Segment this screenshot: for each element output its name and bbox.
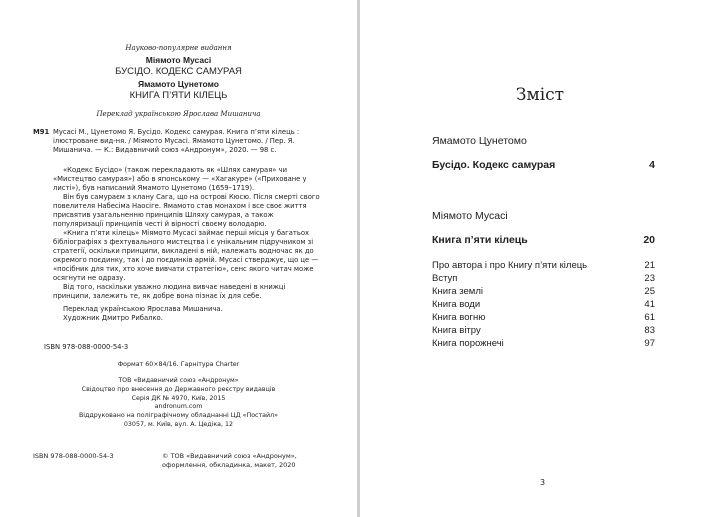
toc-entry-title: Книга землі <box>432 286 483 297</box>
toc-entry-title: Книга п’яти кілець <box>432 234 528 246</box>
toc-entry-title: Книга води <box>432 299 481 310</box>
toc-entry-page: 4 <box>649 159 655 171</box>
toc-page <box>360 0 720 517</box>
toc-entry-title: Бусідо. Кодекс самурая <box>432 159 556 171</box>
toc-entry-page: 97 <box>644 338 655 349</box>
toc-entry-title: Вступ <box>432 273 458 284</box>
toc-entry-page: 21 <box>644 260 655 271</box>
toc-author-2: Міямото Мусасі <box>432 210 508 222</box>
author-name-1: Міямото Мусасі <box>145 55 212 65</box>
publisher-certificate: Свідоцтво про внесення до Державного реєстру видавців <box>81 385 276 393</box>
toc-entry-page: 20 <box>643 234 655 246</box>
book-title-1: БУСІДО. КОДЕКС САМУРАЯ <box>115 66 242 77</box>
toc-entry[interactable] <box>432 260 655 271</box>
annotation <box>53 166 323 301</box>
author-name-2: Ямамото Цунетомо <box>138 79 219 89</box>
toc-entry[interactable] <box>432 325 655 336</box>
udc-code: М91 <box>33 128 50 136</box>
annotation-paragraph: Він був самураєм з клану Сага, що на острові Кюсю. Після смерті свого повелителя Набесіма Наосіге. Ямамото став монахом і все своє життя присвятив узагальненню принципів Шляху самурая, а також популяризації принципів честі й вірності своєму володарю. <box>53 193 320 228</box>
book-title-2: КНИГА П’ЯТИ КІЛЕЦЬ <box>129 90 228 101</box>
translation-credit: Переклад українською Ярослава Мишанича <box>96 110 261 118</box>
toc-entry-page: 61 <box>644 312 655 323</box>
credits <box>63 305 323 323</box>
annotation-paragraph: Від того, наскільки уважно людина вивчає наведені в книжці принципи, залежить те, як добре вона пізнає їх для себе. <box>53 283 286 300</box>
printer-address: 03057, м. Київ, вул. А. Цедіка, 12 <box>123 420 234 428</box>
toc-entry[interactable] <box>432 338 655 349</box>
copyright-line: оформлення, обкладинка, макет, 2020 <box>162 460 296 469</box>
isbn: ISBN 978-088-0000-54-3 <box>44 343 129 351</box>
toc-entry-title: Про автора і про Книгу п’яти кілець <box>432 260 588 271</box>
publisher-website: andronum.com <box>154 403 203 411</box>
series-label: Науково-популярне видання <box>125 44 232 52</box>
toc-entry-book-2[interactable] <box>432 234 655 246</box>
toc-entry-title: Книга вітру <box>432 325 481 336</box>
toc-entry-title: Книга вогню <box>432 312 486 323</box>
publisher-series: Серія ДК № 4970, Київ, 2015 <box>131 394 226 402</box>
toc-heading: Зміст <box>515 85 565 105</box>
page-number: 3 <box>540 478 546 487</box>
toc-entry[interactable] <box>432 299 655 310</box>
toc-entry[interactable] <box>432 312 655 323</box>
toc-entry-page: 25 <box>644 286 655 297</box>
toc-entry-page: 23 <box>644 273 655 284</box>
annotation-paragraph: «Книга п’яти кілець» Міямото Мусасі займає перші місця у багатьох бібліографіях з фехтувального мистецтва і є унікальним підручником зі стратегії, оскільки принципи, викладені в ній, належать водночас як до окремого поєдинку, так і до поєдинків армій. Мусасі стверджує, що це — «посібник для тих, хто хоче вивчати стратегію», сенс якого читач може осягнути не одразу. <box>53 229 319 282</box>
toc-entry-title: Книга порожнечі <box>432 338 504 349</box>
copyright <box>162 452 332 470</box>
publisher-name: ТОВ «Видавничий союз «Андронум» <box>118 377 239 384</box>
annotation-paragraph: «Кодекс Бусідо» (також перекладають як «Шлях самурая» чи «Мистецтво самурая») або в японському — «Хагакуре» («Приховане у листі»), був написаний Ямамото Цунетомо (1659–1719). <box>53 166 307 192</box>
format-line: Формат 60×84/16. Гарнітура Charter <box>117 361 240 368</box>
toc-entry-page: 83 <box>644 325 655 336</box>
toc-entry-page: 41 <box>644 299 655 310</box>
toc-author-1: Ямамото Цунетомо <box>432 135 527 147</box>
printer-name: Віддруковано на поліграфічному обладнанні ЦД «Постайл» <box>78 412 279 419</box>
publisher-info <box>0 377 357 412</box>
isbn-bottom: ISBN 978-088-0000-54-3 <box>33 452 114 460</box>
bibliographic-entry: Мусасі М., Цунетомо Я. Бусідо. Кодекс самурая. Книга п’яти кілець : ілюстроване вид-ня. / Міямото Мусасі. Ямамото Цунетомо. / Пер. Я. Мишанича. — К.: Видавничий союз «Андронум», 2020. — 98 с. <box>53 128 300 154</box>
toc-entry-book-1[interactable] <box>432 159 655 171</box>
printer-info <box>0 412 357 430</box>
translator-credit: Переклад українською Ярослава Мишанича. <box>63 305 223 313</box>
artist-credit: Художник Дмитро Рибалко. <box>63 314 163 322</box>
toc-entry[interactable] <box>432 273 655 284</box>
copyright-line: © ТОВ «Видавничий союз «Андронум», <box>162 452 297 460</box>
toc-entry[interactable] <box>432 286 655 297</box>
